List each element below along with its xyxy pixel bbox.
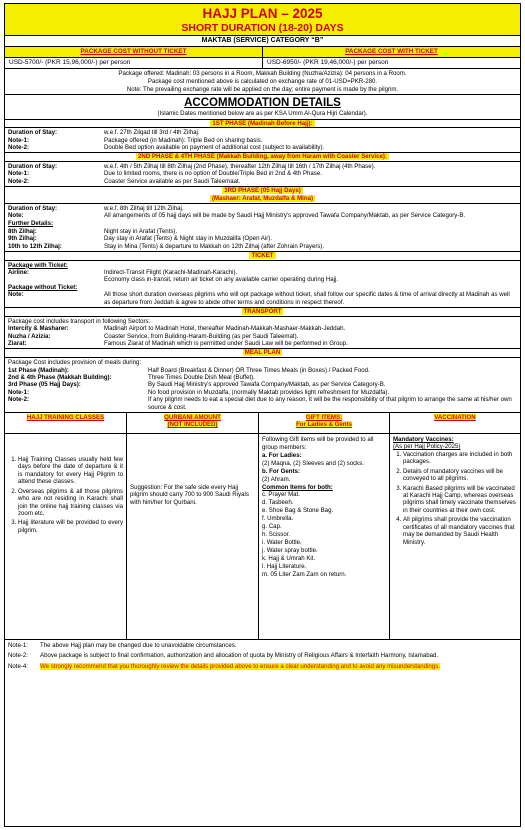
- vaccination-header: [390, 413, 520, 434]
- list-item: e. Shoe Bag & Stone Bag.: [262, 507, 334, 515]
- cost-without-ticket-header: PACKAGE COST WITHOUT TICKET: [5, 47, 262, 58]
- row-value: All those short duration overseas pilgrims who will opt package without ticket, shall follow our specific dates & time of arrival directly at Madinah as well as departure from Jeddah & agree to abide other terms and conditions in respect thereof.: [104, 291, 510, 306]
- detail-row: [5, 205, 520, 212]
- phase3-subtitle: (Mashaer: Arafat, Muzdalfa & Mina): [211, 194, 313, 202]
- detail-row: [5, 325, 520, 332]
- row-label: Note-1:: [8, 170, 29, 178]
- row-value: Coaster Service available as per Saudi Taleemaat.: [104, 177, 241, 185]
- row-value: w.e.f. 27th Zilqad till 3rd / 4th Zilhaj.: [104, 129, 200, 137]
- row-label: 9th Zilhaj:: [8, 235, 37, 243]
- phase2-section: [5, 162, 520, 187]
- row-value: Double Bed option available on payment of additional cost (subject to availability).: [104, 143, 325, 151]
- list-item: 3. Hajj literature will be provided to every pilgrim.: [18, 519, 123, 534]
- cost-with-ticket-value: USD-6950/- (PKR 19,46,000/-) per person: [267, 58, 389, 66]
- phase3-section: [5, 204, 520, 253]
- row-value: Package Cost includes provision of meals during:: [8, 359, 142, 367]
- gifts-ladies-label: a. For Ladies:: [262, 451, 302, 459]
- row-value: Package cost includes transport in following Sectors:: [8, 317, 151, 325]
- list-item: 2. Overseas pilgrims & all those pilgrims who are not residing in Karachi shall join the online hajj training classes via zoom etc.: [18, 488, 123, 518]
- gifts-common-label: Common Items for both:: [262, 483, 333, 491]
- footer-note: [8, 663, 517, 670]
- row-label: 3rd Phase (05 Hajj Days):: [8, 381, 81, 389]
- vaccination-label: Mandatory Vaccines:: [393, 436, 454, 444]
- vaccination-sub: (As per Hajj Policy-2025): [393, 443, 461, 451]
- row-label: Note-1:: [8, 136, 29, 144]
- airline-line: Economy class in-transit, return air ticket on any available carrier operating during Hajj.: [104, 276, 339, 284]
- transport-title: TRANSPORT: [243, 308, 282, 316]
- accommodation-heading: ACCOMMODATION DETAILS: [184, 97, 341, 110]
- qurbani-body: [127, 434, 258, 508]
- training-header-text: HAJJ TRAINING CLASSES: [26, 414, 105, 422]
- phase1-title: 1ST PHASE (Madinah Before Hajj):: [212, 119, 313, 127]
- row-label: Package with Ticket:: [8, 261, 68, 269]
- detail-row: [5, 235, 520, 242]
- package-note: Package cost mentioned above is calculated on exchange rate of 01-USD=PKR-280.: [147, 77, 378, 85]
- row-value: Madinah Airport to Madinah Hotel, thereafter Madinah-Makkah-Mashaer-Makkah-Jeddah.: [104, 325, 346, 333]
- vaccination-header-text: VACCINATION: [434, 414, 476, 422]
- row-value: Stay in Mina (Tents) & departure to Makkah on 12th Zilhaj (after Zohrain Prayers).: [104, 242, 325, 250]
- detail-row: [5, 178, 520, 185]
- row-value: Coaster Service, from Building-Haram-Building (as per Saudi Taleemat).: [104, 332, 299, 340]
- row-label: Note-2:: [8, 652, 28, 660]
- info-columns: [5, 413, 520, 640]
- phase3-title: 3RD PHASE (05 Hajj Days): [224, 187, 301, 195]
- ticket-bar: [5, 252, 520, 261]
- row-label: 2nd & 4th Phase (Makkah Building):: [8, 373, 112, 381]
- row-value: Package offered (in Madinah): Triple Bed on sharing basis.: [104, 136, 263, 144]
- row-label: Airline:: [8, 269, 29, 277]
- row-value: Night stay in Arafat (Tents).: [104, 227, 178, 235]
- ticket-section: [5, 261, 520, 309]
- row-value: All arrangements of 05 hajj days will be made by Saudi Hajj Ministry's approved Tawafa Company/Maktab, as per Service Category-B.: [104, 211, 466, 219]
- detail-row: [5, 137, 520, 144]
- cost-without-ticket-value: USD-5700/- (PKR 15,96,000/-) per person: [9, 58, 131, 66]
- row-value: Day stay in Arafat (Tents) & Night stay in Muzdalifa (Open Air).: [104, 235, 272, 243]
- package-note: Note: The prevailing exchange rate will be applied on the day; entire payment is made by the pilgrim.: [126, 85, 399, 93]
- ticket-with-row: [5, 262, 520, 269]
- training-column: [5, 413, 127, 639]
- category-line: MAKTAB (SERVICE) CATEGORY “B”: [5, 36, 520, 48]
- detail-row: [5, 144, 520, 151]
- row-value: By Saudi Hajj Ministry's approved Tawafa Company/Maktab, as per Service Category-B.: [148, 381, 386, 389]
- detail-row: [5, 170, 520, 177]
- footer-note: [8, 652, 517, 659]
- hajj-plan-document: [4, 3, 521, 827]
- detail-row: [5, 374, 520, 381]
- gifts-header-text: GIFT ITEMS:: [305, 414, 343, 422]
- list-item: f. Umbrella.: [262, 515, 294, 523]
- package-note: Package offered: Madinah: 03 persons in a Room, Makkah Building (Nuzha/Azizia): 04 persons in a Room.: [118, 69, 407, 77]
- gifts-header: [259, 413, 389, 434]
- phase2-title: 2ND PHASE & 4TH PHASE (Makkah Building, away from Haram with Coaster Service):: [138, 153, 387, 161]
- list-item: k. Hajj & Umrah Kit.: [262, 554, 316, 562]
- row-value: Above package is subject to final confirmation, authorization and allocation of quota by Ministry of Religious Affairs & Interfaith Harmony, Islamabad.: [40, 652, 439, 660]
- row-label: Note-1:: [8, 388, 29, 396]
- detail-row: [5, 129, 520, 136]
- meal-intro: [5, 359, 520, 366]
- row-value: [40, 663, 517, 670]
- row-label: Note-2:: [8, 396, 29, 404]
- row-value: The above Hajj plan may be changed due to unavoidable circumstances.: [40, 642, 237, 650]
- row-value: Half Board (Breakfast & Dinner) OR Three Times Meals (in Boxes) / Packed Food.: [148, 366, 370, 374]
- row-value: If any pilgrim needs to eat a special diet due to any reason, it will be the responsibility of that pilgrim to arrange the same at his/her own source & cost.: [148, 396, 512, 411]
- further-details-label: Further Details:: [8, 220, 54, 228]
- qurbani-header-sub: (NOT INCLUDED): [167, 421, 218, 429]
- gifts-header-sub: For Ladies & Gents: [296, 421, 352, 429]
- list-item: m. 05 Liter Zam Zam on return.: [262, 570, 347, 578]
- page-title: HAJJ PLAN – 2025: [202, 6, 323, 21]
- detail-row: [5, 163, 520, 170]
- meal-title: MEAL PLAN: [244, 349, 281, 357]
- footer-note: [8, 642, 517, 649]
- phase3-bar: [5, 187, 520, 195]
- row-label: 10th to 12th Zilhaj:: [8, 242, 62, 250]
- detail-row: [5, 212, 520, 219]
- detail-row: [5, 396, 520, 411]
- row-label: Duration of Stay:: [8, 129, 58, 137]
- detail-row: [5, 333, 520, 340]
- cost-with-ticket: [263, 47, 520, 68]
- list-item: c. Prayer Mat.: [262, 491, 300, 499]
- training-list: [8, 456, 123, 534]
- qurbani-header: [127, 413, 258, 434]
- qurbani-column: [127, 413, 259, 639]
- detail-row: [5, 228, 520, 235]
- further-details-row: [5, 220, 520, 227]
- row-label: Note:: [8, 291, 24, 299]
- row-label: Nuzha / Azizia:: [8, 332, 51, 340]
- phase1-bar: [5, 120, 520, 129]
- cost-table: [5, 47, 520, 69]
- footer-notes: [5, 640, 520, 675]
- phase1-section: [5, 128, 520, 153]
- training-header: [5, 413, 126, 434]
- row-value: No food provision in Muzdalfa, (normally Maktab provides light refreshment for Muzdalfa).: [148, 388, 390, 396]
- row-value: Three Times Double Dish Meal (Buffet).: [148, 373, 255, 381]
- vaccination-column: [390, 413, 520, 639]
- meal-section: [5, 358, 520, 413]
- ticket-without-row: [5, 284, 520, 291]
- list-item: (2) Maqna, (2) Sleeves and (2) socks.: [262, 459, 364, 467]
- row-label: Package without Ticket:: [8, 283, 78, 291]
- transport-bar: [5, 308, 520, 317]
- row-value: [104, 269, 517, 284]
- row-value: w.e.f. 4th / 5th Zilhaj till 8th Zilhaj (2nd Phase), thereafter 12th Zilhaj till 16th / 17th Zilhaj (4th Phase).: [104, 163, 376, 171]
- list-item: h. Scissor.: [262, 531, 291, 539]
- vaccination-body: [390, 434, 520, 550]
- title-banner: [5, 4, 520, 36]
- package-notes: [5, 69, 520, 96]
- detail-row: [5, 389, 520, 396]
- airline-line: Indirect-Transit Flight (Karachi-Madinah-Karachi).: [104, 269, 238, 277]
- list-item: (2) Ahram.: [262, 475, 291, 483]
- gifts-intro: Following Gift items will be provided to all group members:: [262, 436, 374, 451]
- page-subtitle: SHORT DURATION (18-20) DAYS: [181, 21, 344, 34]
- list-item: 2. Details of mandatory vaccines will be conveyed to all pilgrims.: [403, 468, 517, 483]
- detail-row: [5, 381, 520, 388]
- ticket-title: TICKET: [251, 252, 274, 260]
- row-label: Intercity & Masharer:: [8, 325, 69, 333]
- row-value: w.e.f. 8th Zilhaj till 12th Zilhaj.: [104, 204, 184, 212]
- row-label: Note:: [8, 211, 24, 219]
- gifts-body: [259, 434, 389, 581]
- phase3-bar-sub: [5, 195, 520, 204]
- phase2-bar: [5, 153, 520, 162]
- list-item: g. Cap.: [262, 523, 282, 531]
- training-body: [5, 434, 126, 538]
- gifts-gents-label: b. For Gents:: [262, 467, 300, 475]
- detail-row: [5, 269, 520, 284]
- row-value: Famous Ziarat of Madinah which is permitted under Saudi Law will be performed in Group.: [104, 340, 348, 348]
- list-item: 1. Vaccination charges are included in both packages.: [403, 451, 517, 466]
- gifts-column: [259, 413, 390, 639]
- list-item: d. Tasbeeh.: [262, 499, 294, 507]
- row-label: Note-2:: [8, 143, 29, 151]
- row-label: Duration of Stay:: [8, 163, 58, 171]
- list-item: l. Hajj Literature.: [262, 562, 307, 570]
- meal-bar: [5, 349, 520, 358]
- list-item: 1. Hajj Training Classes usually held few days before the date of departure & it is mandatory for every Hajj Pilgrim to attend these classes.: [18, 456, 123, 486]
- highlighted-recommendation: We strongly recommend that you thoroughly review the details provided above to ensure a clear understanding and to avoid any misunderstandings.: [40, 662, 440, 670]
- detail-row: [5, 243, 520, 250]
- list-item: 4. All pilgrims shall provide the vaccination certificates of all mandatory vaccines that may be demanded by Saudi Health Ministry.: [403, 516, 517, 546]
- row-label: Ziarat:: [8, 340, 27, 348]
- detail-row: [5, 367, 520, 374]
- cost-without-ticket: [5, 47, 263, 68]
- cost-with-ticket-header: PACKAGE COST WITH TICKET: [263, 47, 520, 58]
- list-item: j. Water spray bottle.: [262, 546, 318, 554]
- row-label: Note-2:: [8, 177, 29, 185]
- row-label: 8th Zilhaj:: [8, 227, 37, 235]
- row-value: Due to limited rooms, there is no option of Double/Triple Bed in 2nd & 4th Phase.: [104, 170, 322, 178]
- transport-section: [5, 317, 520, 350]
- accommodation-subheading: (Islamic Dates mentioned below are as per KSA Umm Al-Qura Hijri Calendar).: [5, 110, 520, 119]
- detail-row: [5, 340, 520, 347]
- vaccination-list: [393, 451, 517, 546]
- row-label: 1st Phase (Madinah):: [8, 366, 69, 374]
- qurbani-suggestion: Suggestion: For the safe side every Hajj pilgrim should carry 700 to 900 Saudi Riyals with him/her for Qurbani.: [130, 484, 249, 506]
- transport-intro: [5, 318, 520, 325]
- list-item: 3. Karachi Based pilgrims will be vaccinated at Karachi Hajj Camp, whereas overseas pilgrims shall timely vaccinate themselves in their countries at their own cost.: [403, 485, 517, 515]
- row-label: Note-4:: [8, 662, 28, 670]
- list-item: i. Water Bottle.: [262, 539, 302, 547]
- qurbani-header-text: QURBANI AMOUNT: [164, 414, 221, 422]
- row-label: Duration of Stay:: [8, 204, 58, 212]
- row-label: Note-1:: [8, 642, 28, 650]
- detail-row: [5, 291, 520, 306]
